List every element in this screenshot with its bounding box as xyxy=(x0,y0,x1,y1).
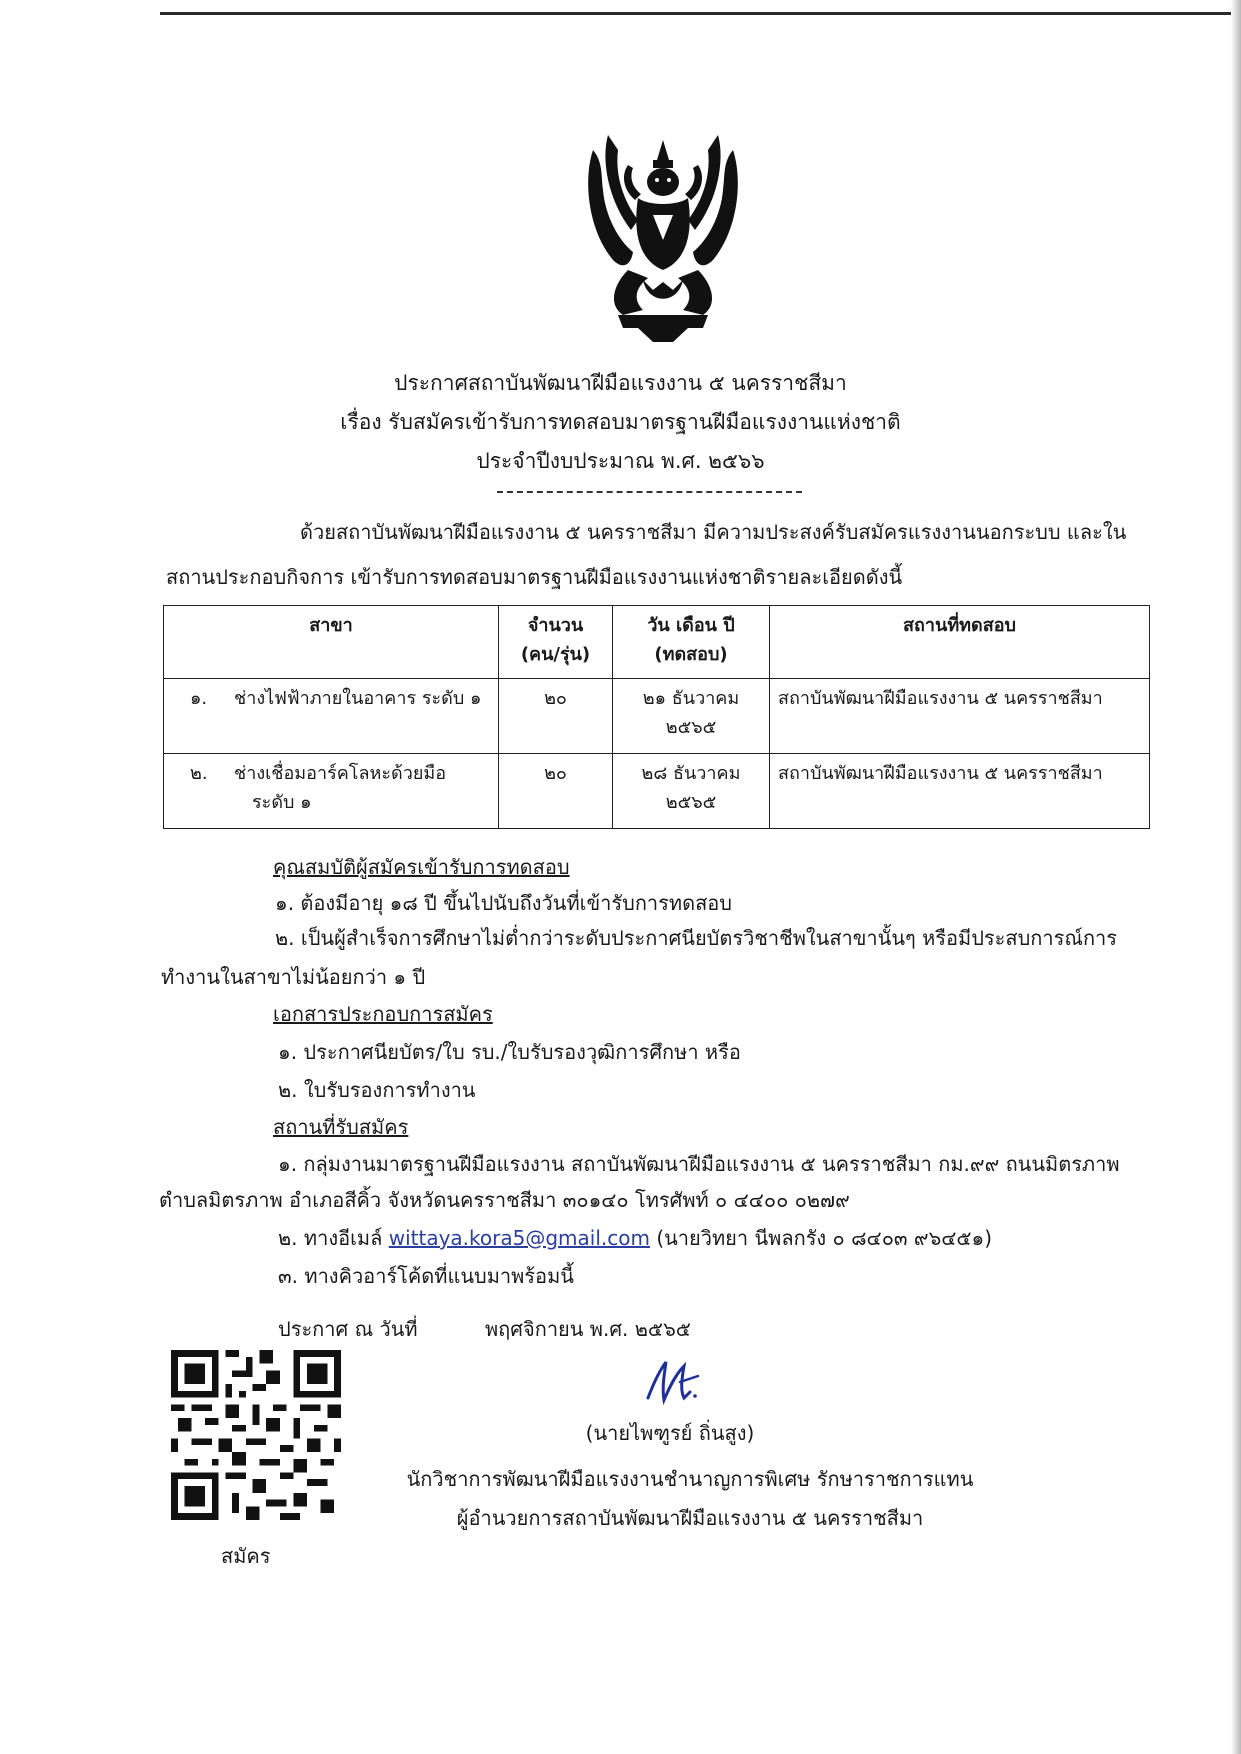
scan-edge-shadow xyxy=(1231,0,1241,1754)
signatory-name: (นายไพฑูรย์ ถิ่นสูง) xyxy=(585,1421,755,1445)
qr-label: สมัคร xyxy=(221,1544,271,1568)
col-branch-header: สาขา xyxy=(164,606,499,679)
announcement-title: ประกาศสถาบันพัฒนาฝีมือแรงงาน ๕ นครราชสีมา xyxy=(394,371,847,395)
application-item-cont: ตำบลมิตรภาพ อำเภอสีคิ้ว จังหวัดนครราชสีมา ๓๐๑๔๐ โทรศัพท์ ๐ ๔๔๐๐ ๐๒๗๙ xyxy=(159,1188,850,1212)
table-row xyxy=(164,679,1150,754)
row-count-cell: ๒๐ xyxy=(499,754,613,829)
row-branch-cell: ๒. ช่างเชื่อมอาร์คโลหะด้วยมือ ระดับ ๑ xyxy=(164,754,499,829)
row-place-cell: สถาบันพัฒนาฝีมือแรงงาน ๕ นครราชสีมา xyxy=(770,679,1150,754)
row-branch-cell: ๑. ช่างไฟฟ้าภายในอาคาร ระดับ ๑ xyxy=(164,679,499,754)
application-email-line: ๒. ทางอีเมล์ wittaya.kora5@gmail.com (นายวิทยา นีพลกรัง ๐ ๘๔๐๓ ๙๖๔๕๑) xyxy=(278,1226,993,1250)
table-header-row xyxy=(164,606,1150,679)
qualification-item: ๒. เป็นผู้สำเร็จการศึกษาไม่ต่ำกว่าระดับประกาศนียบัตรวิชาชีพในสาขานั้นๆ หรือมีประสบการณ์การ xyxy=(275,926,1118,950)
qualification-item-cont: ทำงานในสาขาไม่น้อยกว่า ๑ ปี xyxy=(161,965,426,989)
col-count-header: จำนวน (คน/รุ่น) xyxy=(499,606,613,679)
announce-label: ประกาศ ณ วันที่ xyxy=(278,1317,418,1341)
row-place-cell: สถาบันพัฒนาฝีมือแรงงาน ๕ นครราชสีมา xyxy=(770,754,1150,829)
scan-edge-line xyxy=(160,12,1240,15)
signatory-position-1: นักวิชาการพัฒนาฝีมือแรงงานชำนาญการพิเศษ รักษาราชการแทน xyxy=(406,1467,974,1491)
signatory-position-2: ผู้อำนวยการสถาบันพัฒนาฝีมือแรงงาน ๕ นครราชสีมา xyxy=(456,1506,924,1530)
table-row xyxy=(164,754,1150,829)
documents-heading: เอกสารประกอบการสมัคร xyxy=(273,1002,493,1026)
row-count-cell: ๒๐ xyxy=(499,679,613,754)
intro-line-2: สถานประกอบกิจการ เข้ารับการทดสอบมาตรฐานฝีมือแรงงานแห่งชาติรายละเอียดดังนี้ xyxy=(166,565,903,589)
test-schedule-table xyxy=(163,605,1150,829)
email-link[interactable]: wittaya.kora5@gmail.com xyxy=(388,1226,650,1250)
qr-code[interactable] xyxy=(171,1350,341,1520)
announcement-subject: เรื่อง รับสมัครเข้ารับการทดสอบมาตรฐานฝีมือแรงงานแห่งชาติ xyxy=(340,410,901,434)
intro-line-1: ด้วยสถาบันพัฒนาฝีมือแรงงาน ๕ นครราชสีมา มีความประสงค์รับสมัครแรงงานนอกระบบ และใน xyxy=(300,520,1127,544)
document-item: ๑. ประกาศนียบัตร/ใบ รบ./ใบรับรองวุฒิการศึกษา หรือ xyxy=(278,1040,741,1064)
title-divider xyxy=(497,491,802,493)
qualifications-heading: คุณสมบัติผู้สมัครเข้ารับการทดสอบ xyxy=(273,855,570,879)
application-item: ๓. ทางคิวอาร์โค้ดที่แนบมาพร้อมนี้ xyxy=(278,1264,574,1288)
document-item: ๒. ใบรับรองการทำงาน xyxy=(278,1078,476,1102)
announce-date: พฤศจิกายน พ.ศ. ๒๕๖๕ xyxy=(485,1317,691,1341)
row-date-cell: ๒๘ ธันวาคม ๒๕๖๕ xyxy=(613,754,770,829)
qualification-item: ๑. ต้องมีอายุ ๑๘ ปี ขึ้นไปนับถึงวันที่เข้ารับการทดสอบ xyxy=(275,891,732,915)
application-item: ๑. กลุ่มงานมาตรฐานฝีมือแรงงาน สถาบันพัฒนาฝีมือแรงงาน ๕ นครราชสีมา กม.๙๙ ถนนมิตรภาพ xyxy=(278,1152,1120,1176)
signature-image xyxy=(640,1352,710,1412)
col-date-header: วัน เดือน ปี (ทดสอบ) xyxy=(613,606,770,679)
garuda-emblem xyxy=(583,120,743,342)
row-date-cell: ๒๑ ธันวาคม ๒๕๖๕ xyxy=(613,679,770,754)
announcement-fiscal-year: ประจำปีงบประมาณ พ.ศ. ๒๕๖๖ xyxy=(476,449,765,473)
application-heading: สถานที่รับสมัคร xyxy=(273,1115,409,1139)
col-place-header: สถานที่ทดสอบ xyxy=(770,606,1150,679)
